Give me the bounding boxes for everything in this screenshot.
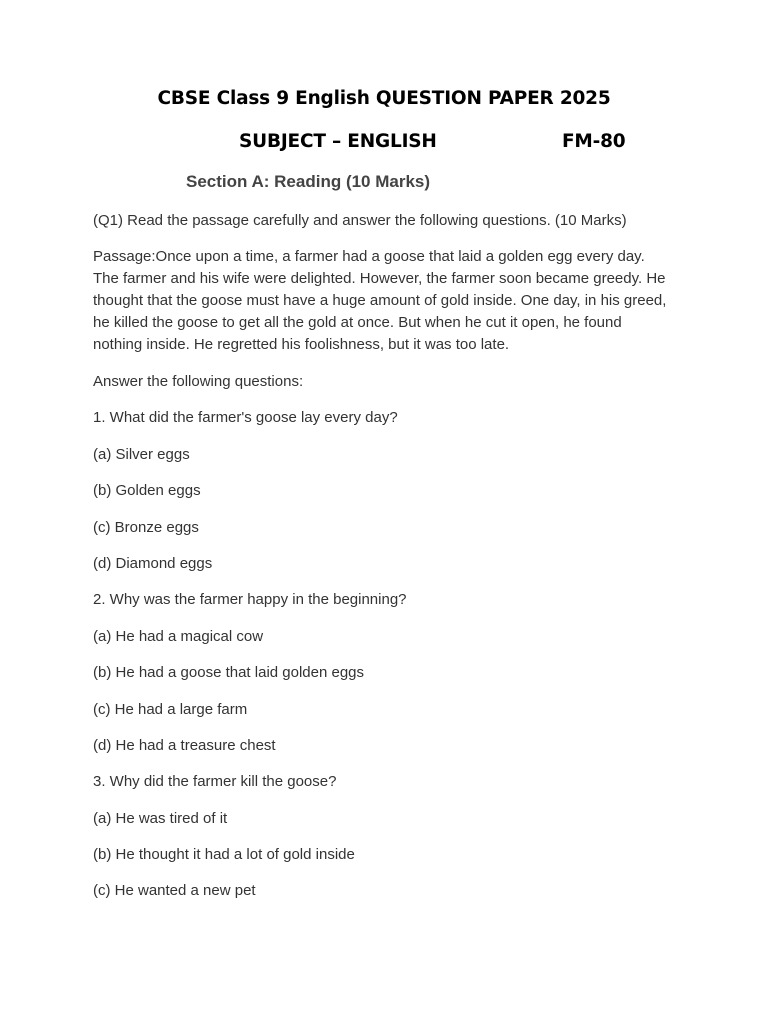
subject-label: SUBJECT – ENGLISH (239, 131, 437, 152)
option-1a: (a) Silver eggs (93, 445, 190, 463)
answer-instruction: Answer the following questions: (93, 373, 304, 390)
option-1c: (c) Bronze eggs (93, 518, 199, 536)
full-marks-label: FM-80 (562, 131, 626, 152)
option-2a: (a) He had a magical cow (93, 627, 264, 645)
option-2d: (d) He had a treasure chest (93, 736, 276, 754)
question-intro: (Q1) Read the passage carefully and answer the following questions. (10 Marks) (93, 212, 627, 229)
option-2b: (b) He had a goose that laid golden eggs (93, 664, 365, 682)
passage-text: Passage:Once upon a time, a farmer had a goose that laid a golden egg every day. The farmer and his wife were delighted. However, the farmer soon became greedy. He thought that the goose must have a huge amount of gold inside. One day, in his greed, he killed the goose to get all the gold at once. But when he cut it open, he found nothing inside. He regretted his foolishness, but it was too late. (93, 248, 667, 353)
question-1: 1. What did the farmer's goose lay every day? (93, 409, 398, 427)
question-2: 2. Why was the farmer happy in the beginning? (93, 591, 407, 609)
option-3a: (a) He was tired of it (93, 809, 228, 827)
option-3b: (b) He thought it had a lot of gold inside (93, 846, 355, 864)
question-list (93, 371, 673, 917)
option-2c: (c) He had a large farm (93, 700, 248, 718)
option-1b: (b) Golden eggs (93, 482, 201, 500)
paper-title: CBSE Class 9 English QUESTION PAPER 2025 (157, 88, 611, 109)
option-3c: (c) He wanted a new pet (93, 882, 256, 900)
question-3: 3. Why did the farmer kill the goose? (93, 773, 337, 791)
option-1d: (d) Diamond eggs (93, 554, 213, 572)
section-heading: Section A: Reading (10 Marks) (186, 172, 431, 191)
